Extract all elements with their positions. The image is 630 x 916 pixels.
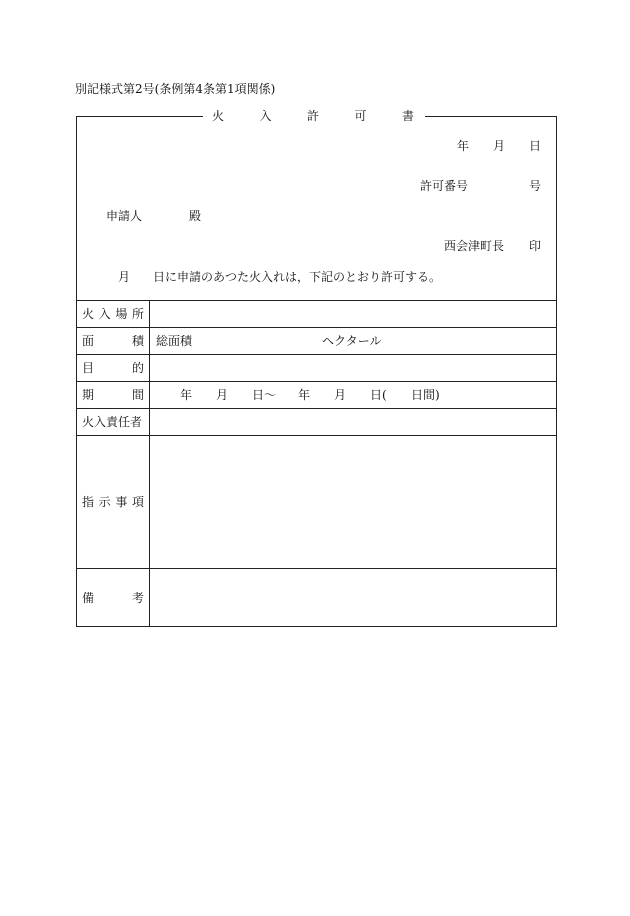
label-char: 場 [115,307,128,321]
label-char: 考 [131,591,144,605]
label-char: 目 [82,361,95,375]
label-char: 項 [131,495,144,509]
issuer-seal: 印 [529,239,542,253]
document-title [212,109,414,123]
label-char: 事 [115,495,128,509]
period-end-year: 年 [298,388,311,402]
date-month: 月 [493,139,506,153]
label-char: 的 [131,361,144,375]
label-char: 面 [82,334,95,348]
form-number: 別記様式第2号(条例第4条第1項関係) [75,82,276,96]
title-char: 可 [354,109,367,123]
area-prefix: 総面積 [156,334,193,348]
label-char: 間 [131,388,144,402]
issuer-name: 西会津町長 [444,239,505,253]
area-unit: ヘクタール [322,334,382,348]
row-label-period [82,388,144,402]
row-label-location [82,307,144,321]
row-label-responsible: 火入責任者 [82,415,143,429]
label-char: 期 [82,388,95,402]
date-day: 日 [529,139,542,153]
title-char: 書 [401,109,414,123]
row-label-area [82,334,144,348]
row-label-purpose [82,361,144,375]
period-start-month: 月 [216,388,229,402]
title-char: 入 [259,109,272,123]
label-char: 火 [82,307,95,321]
label-char: 備 [82,591,95,605]
row-label-instructions [82,495,144,509]
label-char: 所 [131,307,144,321]
permit-number-label: 許可番号 [420,179,469,193]
period-days: 日間) [411,388,440,402]
period-end-day: 日( [370,388,387,402]
applicant-label: 申請人 [106,209,143,223]
statement-text: 日に申請のあつた火入れは，下記のとおり許可する。 [153,270,442,284]
label-char: 指 [82,495,95,509]
date-year: 年 [457,139,470,153]
label-char: 積 [131,334,144,348]
permit-number-suffix: 号 [529,179,542,193]
label-char: 示 [98,495,111,509]
label-char: 入 [98,307,111,321]
title-char: 火 [212,109,225,123]
period-start-year: 年 [180,388,193,402]
period-start-day: 日〜 [252,388,277,402]
statement-month: 月 [118,270,131,284]
row-label-remarks [82,591,144,605]
period-end-month: 月 [334,388,347,402]
label-column-divider [149,300,150,627]
applicant-honorific: 殿 [189,209,202,223]
title-char: 許 [306,109,319,123]
